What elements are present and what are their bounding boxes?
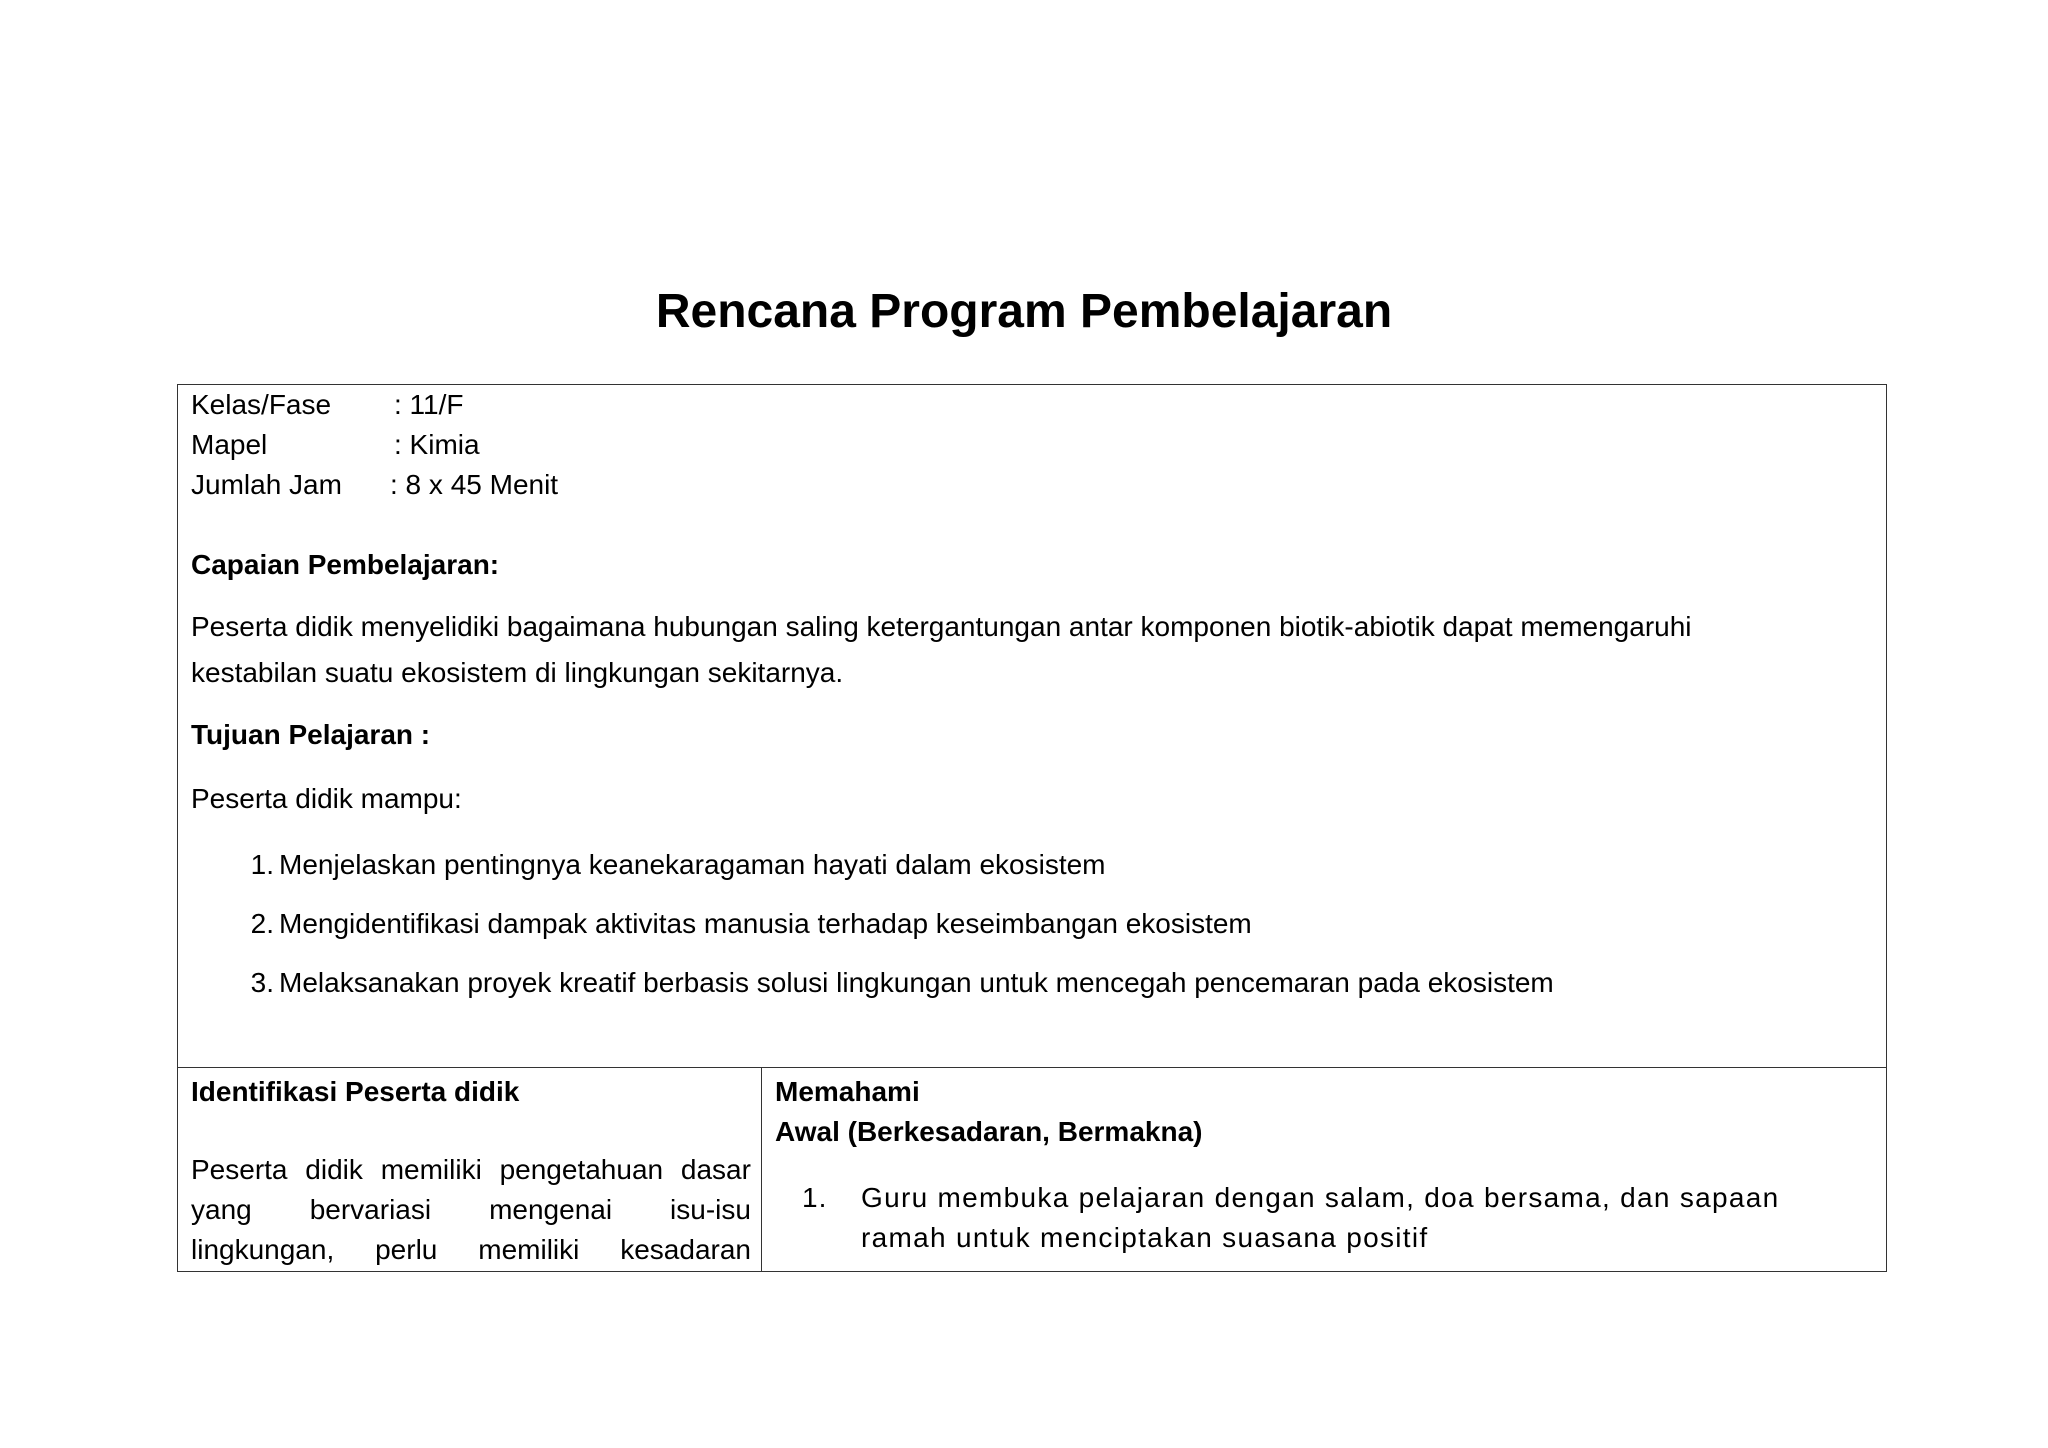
jam-value: : 8 x 45 Menit (390, 469, 559, 500)
capaian-text-line1: Peserta didik menyelidiki bagaimana hubungan saling ketergantungan antar komponen biotik-abiotik dapat memengaruhi (191, 611, 1692, 642)
list-item-number: 2. (250, 908, 274, 939)
identifikasi-text-line1 (191, 1150, 751, 1190)
list-item-text-line2: ramah untuk menciptakan suasana positif (861, 1222, 1429, 1253)
word: memiliki (478, 1234, 580, 1265)
identifikasi-text-line2 (191, 1190, 751, 1230)
memahami-cell (762, 1068, 1886, 1271)
capaian-heading: Capaian Pembelajaran: (191, 549, 500, 580)
list-item-number: 3. (250, 967, 274, 998)
kelas-value: : 11/F (394, 389, 464, 420)
lesson-plan-table (177, 384, 1887, 1272)
word: perlu (375, 1234, 438, 1265)
memahami-heading: Memahami (775, 1076, 920, 1107)
word: Peserta (191, 1154, 288, 1185)
overview-section (178, 385, 1886, 1068)
list-item-text-line1: Guru membuka pelajaran dengan salam, doa bersama, dan sapaan (861, 1182, 1780, 1213)
list-item-text: Melaksanakan proyek kreatif berbasis solusi lingkungan untuk mencegah pencemaran pada ekosistem (279, 967, 1554, 998)
capaian-text-line2: kestabilan suatu ekosistem di lingkungan sekitarnya. (191, 657, 844, 688)
list-item-number: 1. (802, 1182, 828, 1213)
word: memiliki (380, 1154, 482, 1185)
list-item-text: Mengidentifikasi dampak aktivitas manusia terhadap keseimbangan ekosistem (279, 908, 1252, 939)
word: bervariasi (309, 1194, 432, 1225)
word: yang (191, 1194, 252, 1225)
word: pengetahuan (499, 1154, 664, 1185)
word: lingkungan, (191, 1234, 335, 1265)
list-item-text: Menjelaskan pentingnya keanekaragaman hayati dalam ekosistem (279, 849, 1106, 880)
word: kesadaran (620, 1234, 751, 1265)
identifikasi-cell (178, 1068, 762, 1271)
tujuan-heading: Tujuan Pelajaran : (191, 719, 431, 750)
list-item-number: 1. (250, 849, 274, 880)
jam-label: Jumlah Jam (191, 469, 342, 500)
document-title: Rencana Program Pembelajaran (655, 285, 1393, 338)
kelas-label: Kelas/Fase (191, 389, 332, 420)
word: isu-isu (670, 1194, 751, 1225)
tujuan-intro: Peserta didik mampu: (191, 783, 462, 814)
word: didik (305, 1154, 363, 1185)
word: dasar (680, 1154, 751, 1185)
mapel-label: Mapel (191, 429, 268, 460)
mapel-value: : Kimia (394, 429, 480, 460)
identifikasi-heading: Identifikasi Peserta didik (191, 1076, 520, 1107)
identifikasi-text-line3 (191, 1230, 751, 1270)
word: mengenai (489, 1194, 613, 1225)
memahami-subheading: Awal (Berkesadaran, Bermakna) (775, 1116, 1203, 1147)
